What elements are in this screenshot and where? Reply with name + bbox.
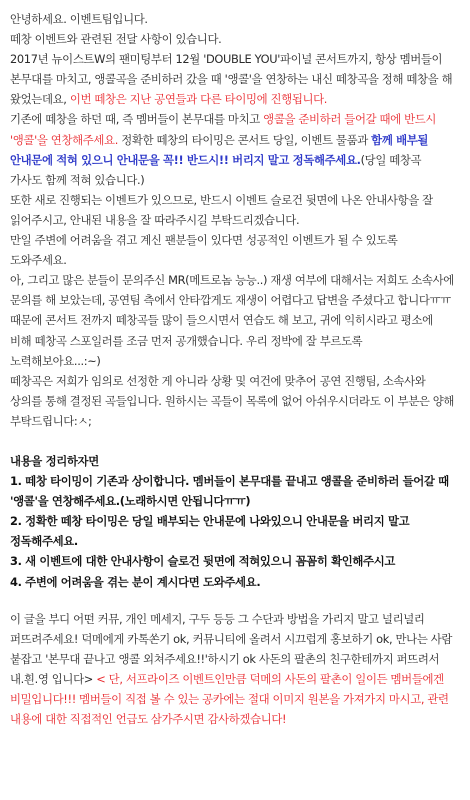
paragraph-mr: 아, 그리고 많은 분들이 문의주신 MR(메트로놈 능능..) 재생 여부에 대해서는 저희도 소속사에 문의를 해 보았는데, 공연팀 측에서 안타깝게도 재생이 어렵다고 답변을 주셨다고 합니다ㅠㅠ 때문에 콘서트 전까지 떼창곡들 많이 들으시면서 연습도 해 보고, 귀에 익히시라고 평소에 비해 떼창곡 스포일러를 조금 먼저 공개했습니다. 우리 정박에 잘 부르도록 노력해보아요...:~) [10,273,454,368]
paragraph-timing-text-c: (당일 떼창곡 가사도 함께 적혀 있습니다.) [10,152,422,187]
summary-item-4: 4. 주변에 어려움을 겪는 분이 계시다면 도와주세요. [10,574,261,589]
paragraph-share [10,609,456,730]
share-request-text: 이 글을 부디 어떤 커뮤, 개인 메세지, 구두 등등 그 수단과 방법을 가리지 말고 널리널리 퍼뜨려주세요! 덕메에게 카톡쏜기 ok, 커뮤니티에 올려서 시끄럽게 홍보하기 ok, 만나는 사람 붙잡고 '본무대 끝나고 앵콜 외쳐주세요!!'하시기 ok 사돈의 팔촌의 친구한테까지 퍼뜨려서 내.흰.영 입니다> [10,611,453,686]
greeting: 안녕하세요. 이벤트팀입니다. [10,12,148,26]
summary-item-3: 3. 새 이벤트에 대한 안내사항이 슬로건 뒷면에 적혀있으니 꼼꼼히 확인해주시고 [10,554,396,569]
summary-title: 내용을 정리하자면 [10,453,99,468]
timing-change-notice: 이번 떼창은 지난 공연들과 다른 타이밍에 진행됩니다. [69,92,328,107]
paragraph-timing-text-b: 정확한 떼창의 타이밍은 콘서트 당일, 이벤트 물품과 [118,132,372,147]
summary-item-2: 2. 정확한 떼창 타이밍은 당일 배부되는 안내문에 나와있으니 안내문을 버리지 말고 정독해주세요. [10,514,410,549]
summary-item-1: 1. 떼창 타이밍이 기존과 상이합니다. 멤버들이 본무대를 끝내고 앵콜을 준비하러 들어갈 때 '앵콜'을 연창해주세요.(노래하시면 안됩니다ㅠㅠ) [10,474,449,509]
paragraph-history [10,49,456,109]
paragraph-new-event: 또한 새로 진행되는 이벤트가 있으므로, 반드시 이벤트 슬로건 뒷면에 나온 안내사항을 잘 읽어주시고, 안내된 내용을 잘 따라주시길 부탁드리겠습니다. [10,192,433,227]
intro-line: 떼창 이벤트와 관련된 전달 사항이 있습니다. [10,32,222,47]
paragraph-help-fans: 만일 주변에 어려움을 겪고 계신 팬분들이 있다면 성공적인 이벤트가 될 수 있도록 도와주세요. [10,233,398,268]
read-leaflet-emphasis: 함께 배부될 안내문에 적혀 있으니 안내문을 꼭!! 반드시!! 버리지 말고 정독해주세요. [10,132,429,167]
paragraph-timing [10,109,456,189]
paragraph-song-selection: 떼창곡은 저희가 임의로 선정한 게 아니라 상황 및 여건에 맞추어 공연 진행팀, 소속사와 상의를 통해 결정된 곡들입니다. 원하시는 곡들이 목록에 없어 아쉬우시더라도 이 부분은 양해 부탁드립니다:ㅅ; [10,373,455,428]
encore-chant-instruction: 앵콜을 준비하러 들어갈 때에 반드시 '앵콜'을 연창해주세요. [10,112,437,147]
section-spacer [10,431,456,451]
paragraph-history-text: 2017년 뉴이스트W의 팬미팅부터 12월 'DOUBLE YOU'파이널 콘서트까지, 항상 멤버들이 본무대를 마치고, 앵콜곡을 준비하러 갔을 때 '앵콜'을 연창하는 내신 떼창곡을 정해 떼창을 해 왔었는데요, [10,52,453,107]
section-spacer-2 [10,592,456,609]
secrecy-warning: < 단, 서프라이즈 이벤트인만큼 덕메의 사돈의 팔촌이 일이든 멤버들에겐 비밀입니다!!! 멤버들이 직접 볼 수 있는 공카에는 절대 이미지 원본을 가져가지 마시고, 관련 내용에 대한 직접적인 언급도 삼가주시면 감사하겠습니다! [10,671,449,727]
paragraph-timing-text-a: 기존에 떼창을 하던 때, 즉 멤버들이 본무대를 마치고 [10,112,264,127]
